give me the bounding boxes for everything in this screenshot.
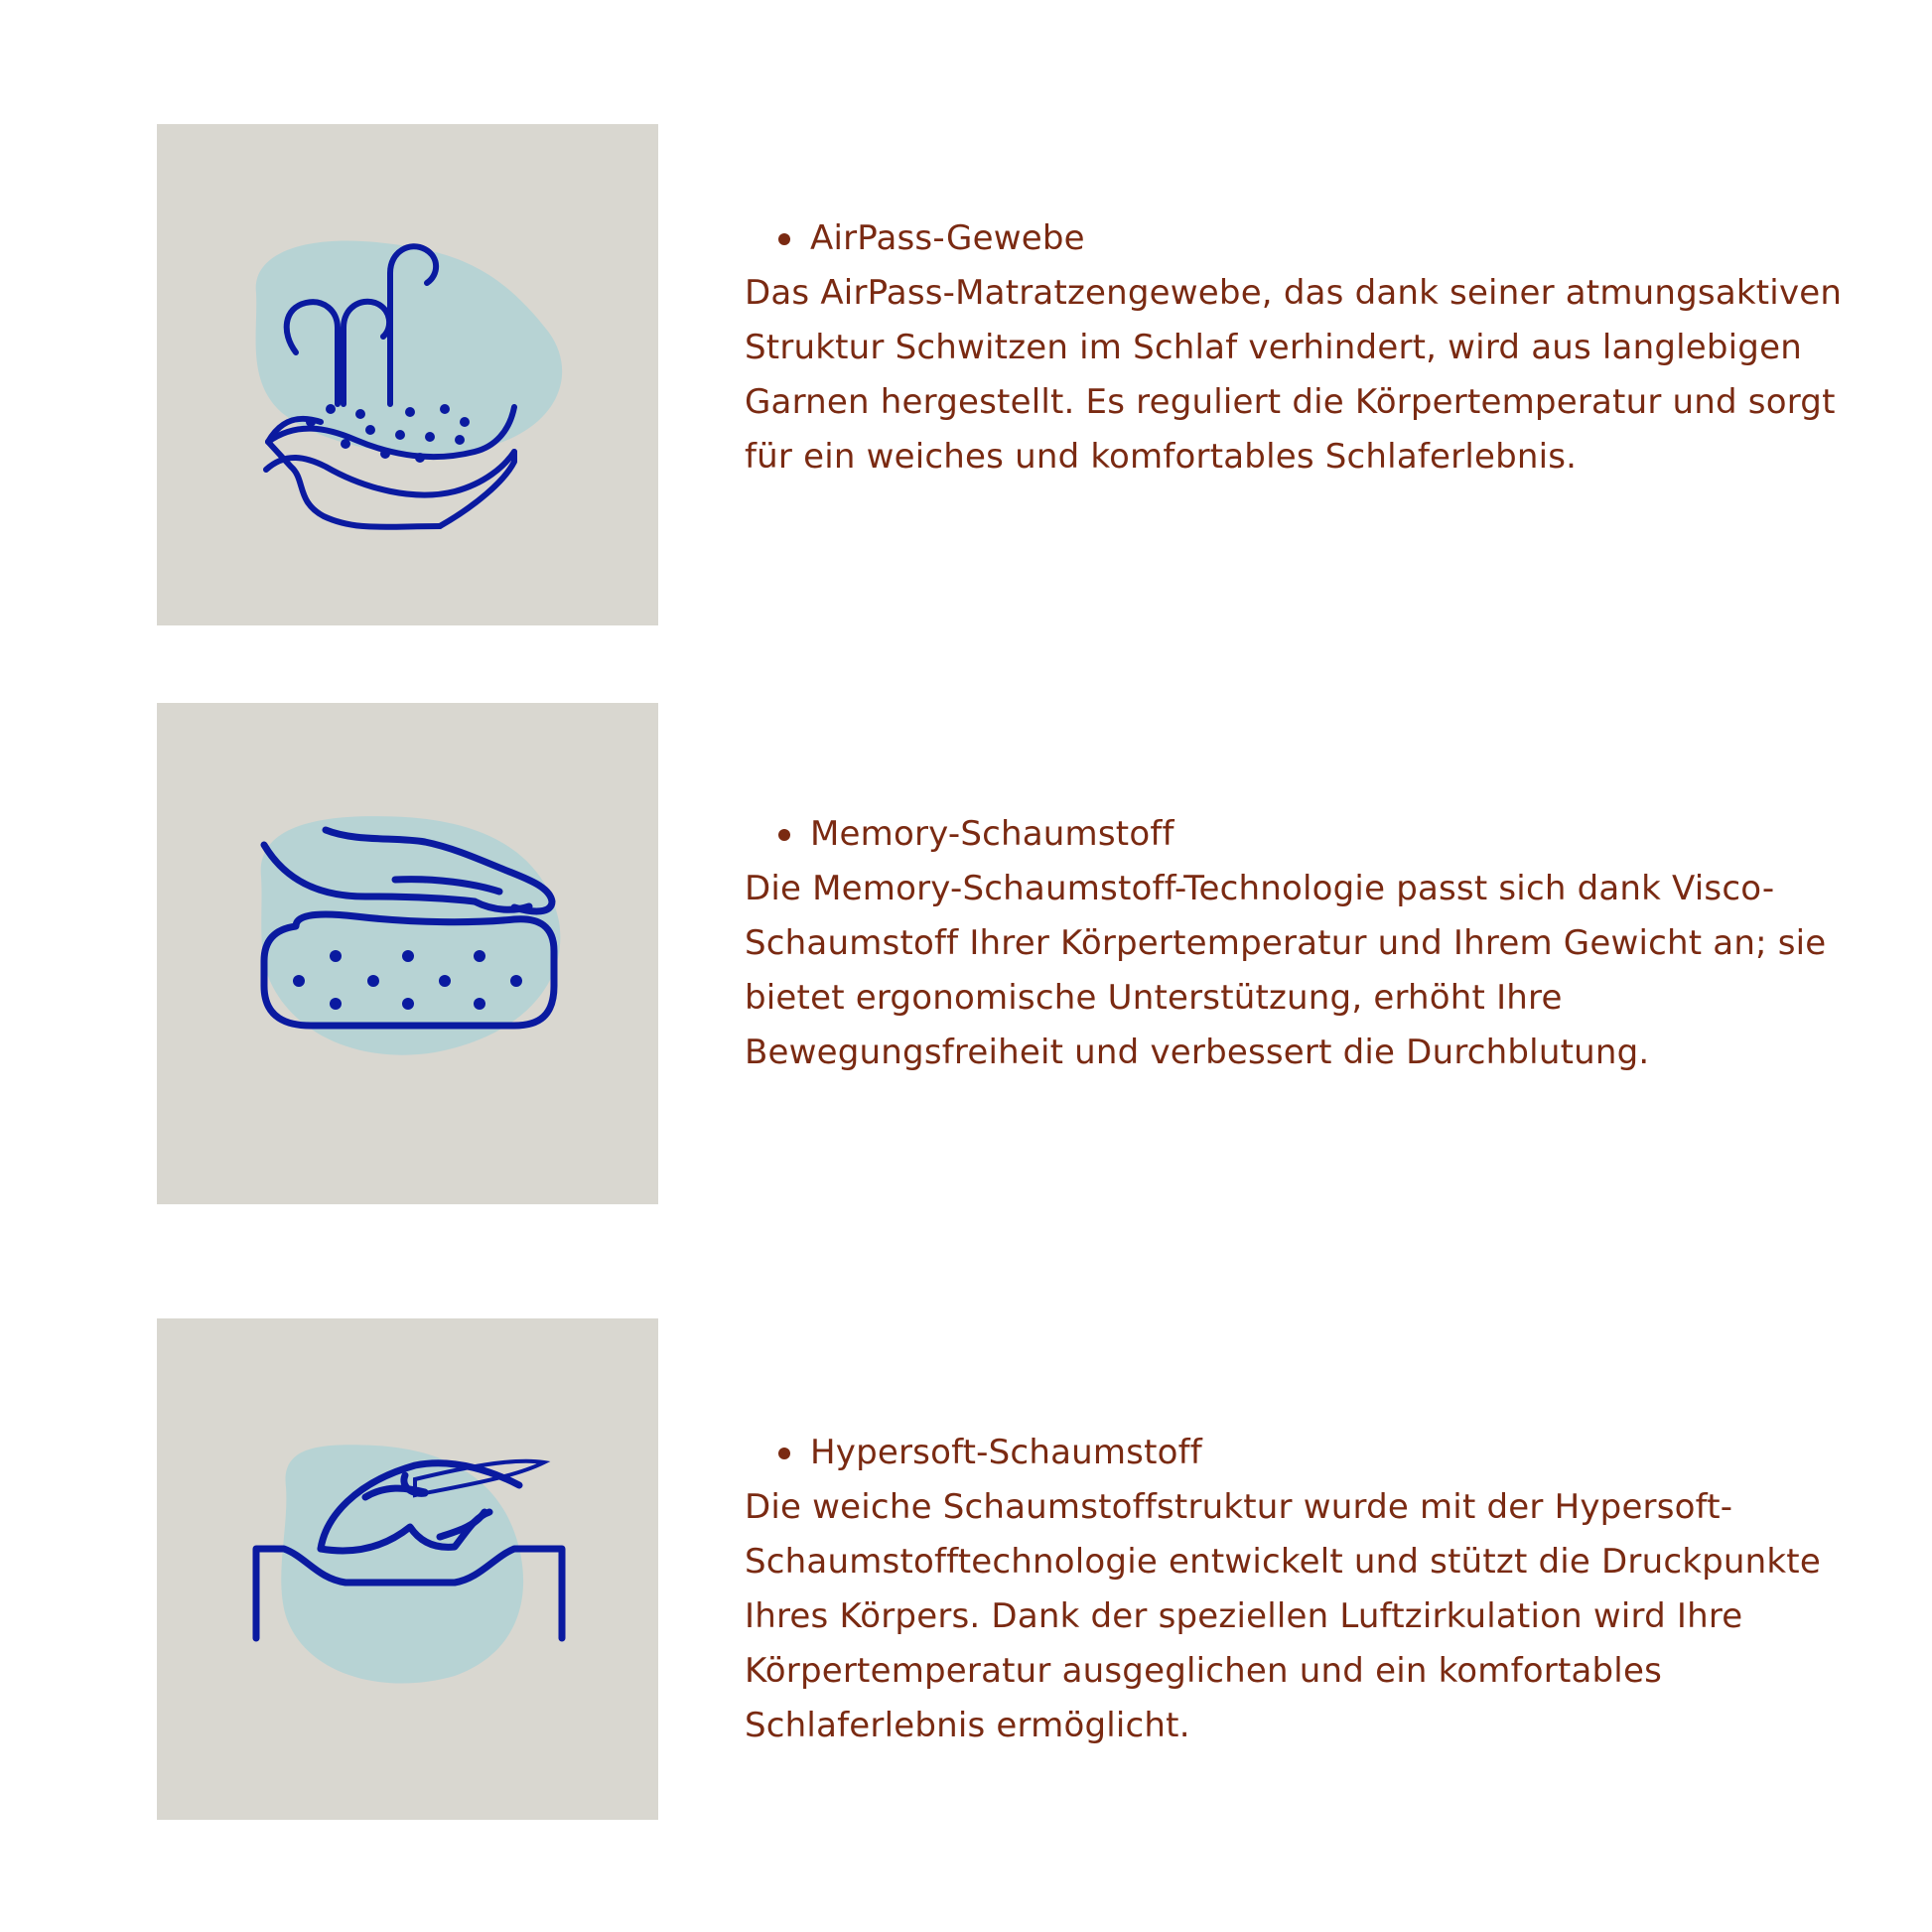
memory-foam-hand-icon [157,703,658,1204]
feature-title: Memory-Schaumstoff [810,814,1174,854]
feature-image-hypersoft [157,1318,658,1820]
soft-foam-feather-icon [157,1318,658,1820]
feature-text-hypersoft [745,1426,1876,1753]
breathable-fabric-icon [157,124,658,625]
feature-description: Das AirPass-Matratzengewebe, das dank seiner atmungsaktiven Struktur Schwitzen im Schlaf verhindert, wird aus langlebigen Garnen hergestellt. Es reguliert die Körpertemperatur und sorgt für ein weiches und komfortables Schlaferlebnis. [745,273,1843,477]
feature-text-memory-foam [745,807,1876,1080]
feature-image-airpass [157,124,658,625]
feature-text-airpass [745,211,1876,484]
bullet-dot [778,829,790,841]
feature-title: Hypersoft-Schaumstoff [810,1433,1202,1472]
feature-title: AirPass-Gewebe [810,218,1085,258]
feature-title-row [745,211,1876,266]
feature-description: Die weiche Schaumstoffstruktur wurde mit der Hypersoft-Schaumstofftechnologie entwickelt und stützt die Druckpunkte Ihres Körpers. Dank der speziellen Luftzirkulation wird Ihre Körpertemperatur ausgeglichen und ein komfortables Schlaferlebnis ermöglicht. [745,1487,1821,1745]
bullet-dot [778,1448,790,1459]
feature-title-row [745,807,1876,862]
feature-description: Die Memory-Schaumstoff-Technologie passt sich dank Visco-Schaumstoff Ihrer Körpertemperatur und Ihrem Gewicht an; sie bietet ergonomische Unterstützung, erhöht Ihre Bewegungsfreiheit und verbessert die Durchblutung. [745,869,1827,1072]
feature-image-memory-foam [157,703,658,1204]
feature-title-row [745,1426,1876,1480]
bullet-dot [778,233,790,245]
